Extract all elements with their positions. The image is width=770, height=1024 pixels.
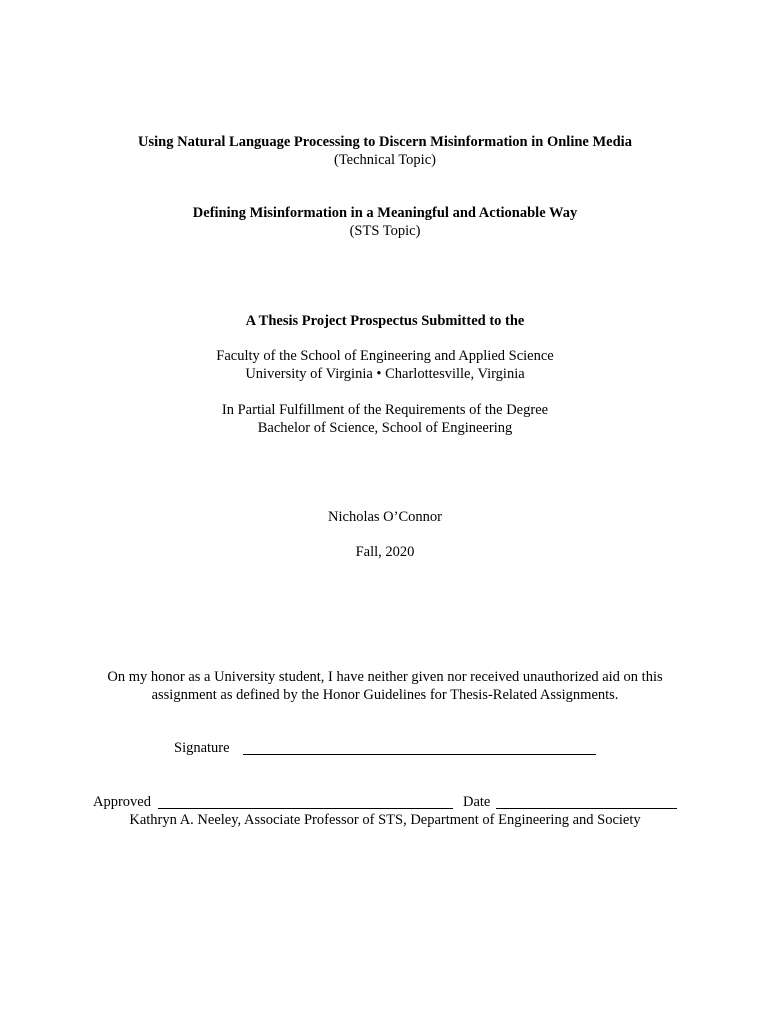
signature-line[interactable] bbox=[243, 754, 596, 755]
fulfillment-line: In Partial Fulfillment of the Requirements of the Degree bbox=[221, 402, 549, 418]
term: Fall, 2020 bbox=[355, 544, 415, 560]
submission-heading: A Thesis Project Prospectus Submitted to the bbox=[245, 313, 525, 329]
faculty-line: Faculty of the School of Engineering and Applied Science bbox=[216, 348, 554, 364]
approved-label: Approved bbox=[93, 794, 151, 810]
honor-pledge-line-2: assignment as defined by the Honor Guidelines for Thesis-Related Assignments. bbox=[151, 687, 619, 703]
approved-signature-line[interactable] bbox=[158, 808, 453, 809]
sts-topic-subtitle: (STS Topic) bbox=[349, 223, 421, 239]
date-line[interactable] bbox=[496, 808, 677, 809]
honor-pledge-line-1: On my honor as a University student, I have neither given nor received unauthorized aid on this bbox=[107, 669, 663, 685]
sts-topic-title: Defining Misinformation in a Meaningful and Actionable Way bbox=[192, 205, 578, 221]
university-line: University of Virginia • Charlottesville, Virginia bbox=[245, 366, 525, 382]
technical-topic-subtitle: (Technical Topic) bbox=[334, 152, 436, 168]
approver-name: Kathryn A. Neeley, Associate Professor of STS, Department of Engineering and Society bbox=[129, 812, 641, 828]
signature-label: Signature bbox=[174, 740, 230, 756]
degree-line: Bachelor of Science, School of Engineering bbox=[257, 420, 513, 436]
technical-topic-title: Using Natural Language Processing to Discern Misinformation in Online Media bbox=[138, 134, 632, 150]
date-label: Date bbox=[463, 794, 491, 810]
author-name: Nicholas O’Connor bbox=[328, 509, 442, 525]
